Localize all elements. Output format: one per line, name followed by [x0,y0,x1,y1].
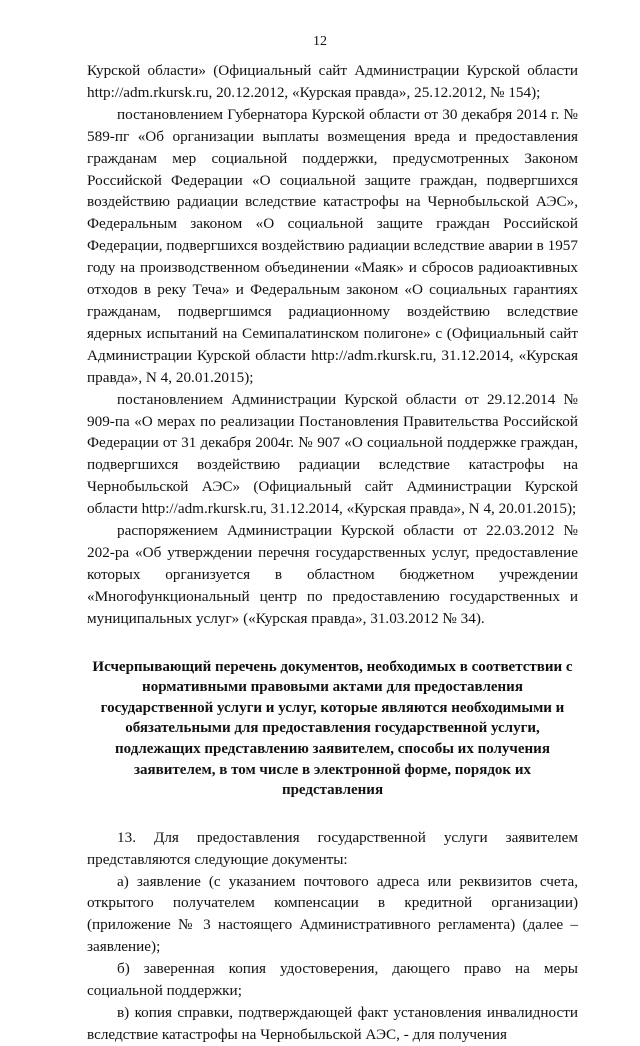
section-heading: Исчерпывающий перечень документов, необходимых в соответствии с нормативными правовыми актами для предоставления государственной услуги и услуг, которые являются необходимыми и обязательными для предоставления государственной услуги, подлежащих представлению заявителем, способы их получения заявителем, в том числе в электронной форме, порядок их представления [92,658,573,799]
paragraph-governor-decree: постановлением Губернатора Курской области от 30 декабря 2014 г. № 589-пг «Об организации выплаты возмещения вреда и предоставления гражданам мер социальной поддержки, предусмотренных Законом Российской Федерации «О социальной защите граждан, подвергшихся воздействию радиации вследствие катастрофы на Чернобыльской АЭС», Федеральным законом «О социальной защите граждан Российской Федерации, подвергшихся воздействию радиации вследствие аварии в 1957 году на производственном объединении «Маяк» и сбросов радиоактивных отходов в реку Теча» и Федеральным законом «О социальных гарантиях гражданам, подвергшимся радиационному воздействию вследствие ядерных испытаний на Семипалатинском полигоне» с (Официальный сайт Администрации Курской области http://adm.rkursk.ru, 31.12.2014, «Курская правда», N 4, 20.01.2015); [87,105,578,386]
paragraph-administration-decree: постановлением Администрации Курской области от 29.12.2014 № 909-па «О мерах по реализации Постановления Правительства Российской Федерации от 31 декабря 2004г. № 907 «О социальной поддержке граждан, подвергшихся воздействию радиации вследствие катастрофы на Чернобыльской АЭС» (Официальный сайт Администрации Курской области http://adm.rkursk.ru, 31.12.2014, «Курская правда», N 4, 20.01.2015); [87,390,578,518]
list-item-v: в) копия справки, подтверждающей факт установления инвалидности вследствие катастрофы на Чернобыльской АЭС, - для получения [87,1003,578,1043]
list-item-a: а) заявление (с указанием почтового адреса или реквизитов счета, открытого получателем компенсации в кредитной организации) (приложение № 3 настоящего Административного регламента) (далее – заявление); [87,872,578,956]
list-item-b: б) заверенная копия удостоверения, дающего право на меры социальной поддержки; [87,960,578,1000]
paragraph-administration-order: распоряжением Администрации Курской области от 22.03.2012 № 202-ра «Об утверждении перечня государственных услуг, предоставление которых организуется в областном бюджетном учреждении «Многофункциональный центр по предоставлению государственных и муниципальных услуг» («Курская правда», 31.03.2012 № 34). [87,522,578,627]
paragraph-continuation: Курской области» (Официальный сайт Администрации Курской области http://adm.rkursk.ru, 20.12.2012, «Курская правда», 25.12.2012, № 154); [87,62,578,101]
page-number: 12 [313,34,327,49]
document-body [87,60,578,1046]
paragraph-item-13: 13. Для предоставления государственной услуги заявителем представляются следующие документы: [87,828,578,868]
